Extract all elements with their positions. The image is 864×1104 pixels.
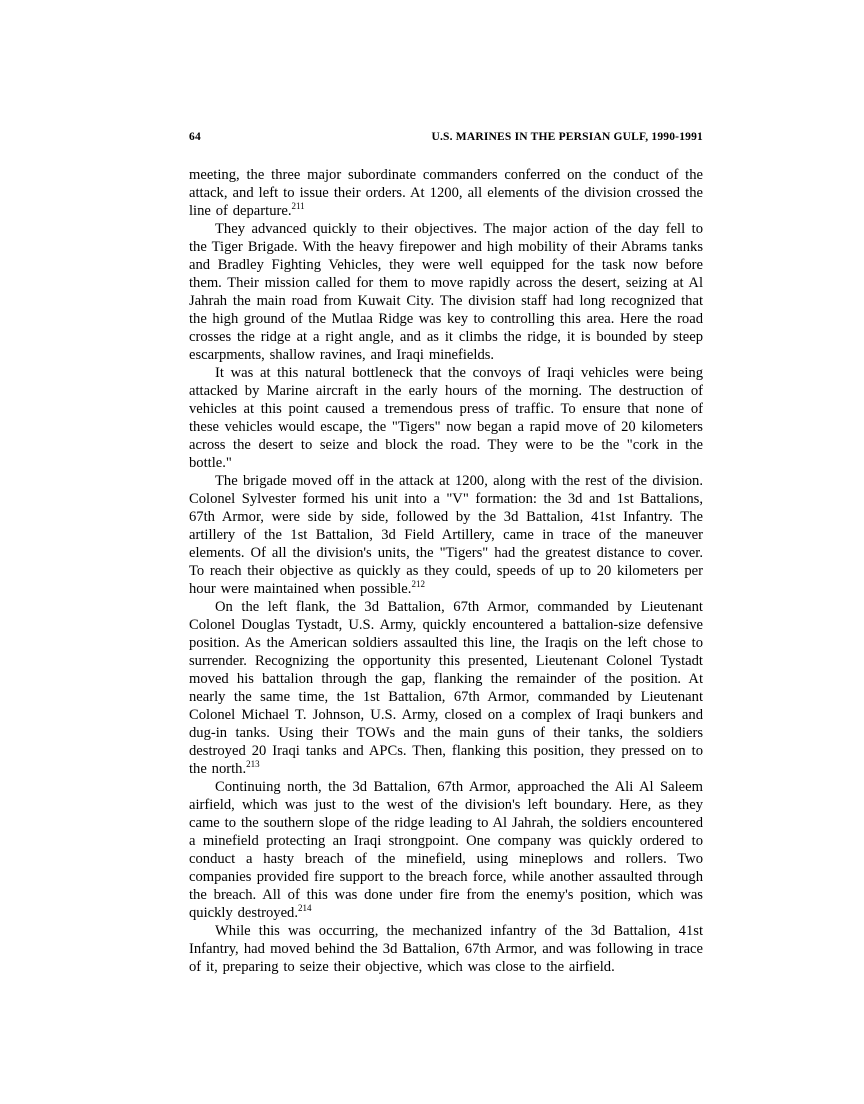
paragraph-text: meeting, the three major subordinate commanders conferred on the conduct of the attack, and left to issue their orders. At 1200, all elements of the division crossed the line of departure. (189, 167, 703, 219)
page-header (189, 131, 703, 143)
paragraph (189, 778, 703, 922)
footnote-ref: 212 (411, 579, 425, 590)
paragraph-text: Continuing north, the 3d Battalion, 67th Armor, approached the Ali Al Saleem airfield, which was just to the west of the division's left boundary. Here, as they came to the southern slope of the ridge leading to Al Jahrah, the soldiers encountered a minefield protecting an Iraqi strongpoint. One company was quickly ordered to conduct a hasty breach of the minefield, using mineplows and rollers. Two companies provided fire support to the breach force, while another assaulted through the breach. All of this was done under fire from the enemy's position, which was quickly destroyed. (189, 779, 703, 921)
paragraph-text: While this was occurring, the mechanized infantry of the 3d Battalion, 41st Infantry, had moved behind the 3d Battalion, 67th Armor, and was following in trace of it, preparing to seize their objective, which was close to the airfield. (189, 923, 703, 975)
paragraph-text: It was at this natural bottleneck that the convoys of Iraqi vehicles were being attacked by Marine aircraft in the early hours of the morning. The destruction of vehicles at this point caused a tremendous press of traffic. To ensure that none of these vehicles would escape, the "Tigers" now began a rapid move of 20 kilometers across the desert to seize and block the road. They were to be the "cork in the bottle." (189, 365, 703, 471)
paragraph (189, 598, 703, 778)
paragraph (189, 220, 703, 364)
running-title: U.S. MARINES IN THE PERSIAN GULF, 1990-1991 (431, 131, 703, 143)
footnote-ref: 211 (291, 201, 305, 212)
paragraph-text: The brigade moved off in the attack at 1200, along with the rest of the division. Colonel Sylvester formed his unit into a "V" formation: the 3d and 1st Battalions, 67th Armor, were side by side, followed by the 3d Battalion, 41st Infantry. The artillery of the 1st Battalion, 3d Field Artillery, came in trace of the maneuver elements. Of all the division's units, the "Tigers" had the greatest distance to cover. To reach their objective as quickly as they could, speeds of up to 20 kilometers per hour were maintained when possible. (189, 473, 703, 597)
body-text (189, 166, 703, 976)
paragraph (189, 364, 703, 472)
paragraph (189, 166, 703, 220)
paragraph-text: They advanced quickly to their objectives. The major action of the day fell to the Tiger Brigade. With the heavy firepower and high mobility of their Abrams tanks and Bradley Fighting Vehicles, they were well equipped for the task now before them. Their mission called for them to move rapidly across the desert, seizing at Al Jahrah the main road from Kuwait City. The division staff had long recognized that the high ground of the Mutlaa Ridge was key to controlling this area. Here the road crosses the ridge at a right angle, and as it climbs the ridge, it is bounded by steep escarpments, shallow ravines, and Iraqi minefields. (189, 221, 703, 363)
paragraph (189, 472, 703, 598)
page-number: 64 (189, 131, 201, 143)
footnote-ref: 214 (298, 903, 312, 914)
footnote-ref: 213 (246, 759, 260, 770)
document-page (189, 131, 703, 976)
paragraph-text: On the left flank, the 3d Battalion, 67th Armor, commanded by Lieutenant Colonel Douglas Tystadt, U.S. Army, quickly encountered a battalion-size defensive position. As the American soldiers assaulted this line, the Iraqis on the left chose to surrender. Recognizing the opportunity this presented, Lieutenant Colonel Tystadt moved his battalion through the gap, flanking the remainder of the position. At nearly the same time, the 1st Battalion, 67th Armor, commanded by Lieutenant Colonel Michael T. Johnson, U.S. Army, closed on a complex of Iraqi bunkers and dug-in tanks. Using their TOWs and the main guns of their tanks, the soldiers destroyed 20 Iraqi tanks and APCs. Then, flanking this position, they pressed on to the north. (189, 599, 703, 777)
paragraph (189, 922, 703, 976)
